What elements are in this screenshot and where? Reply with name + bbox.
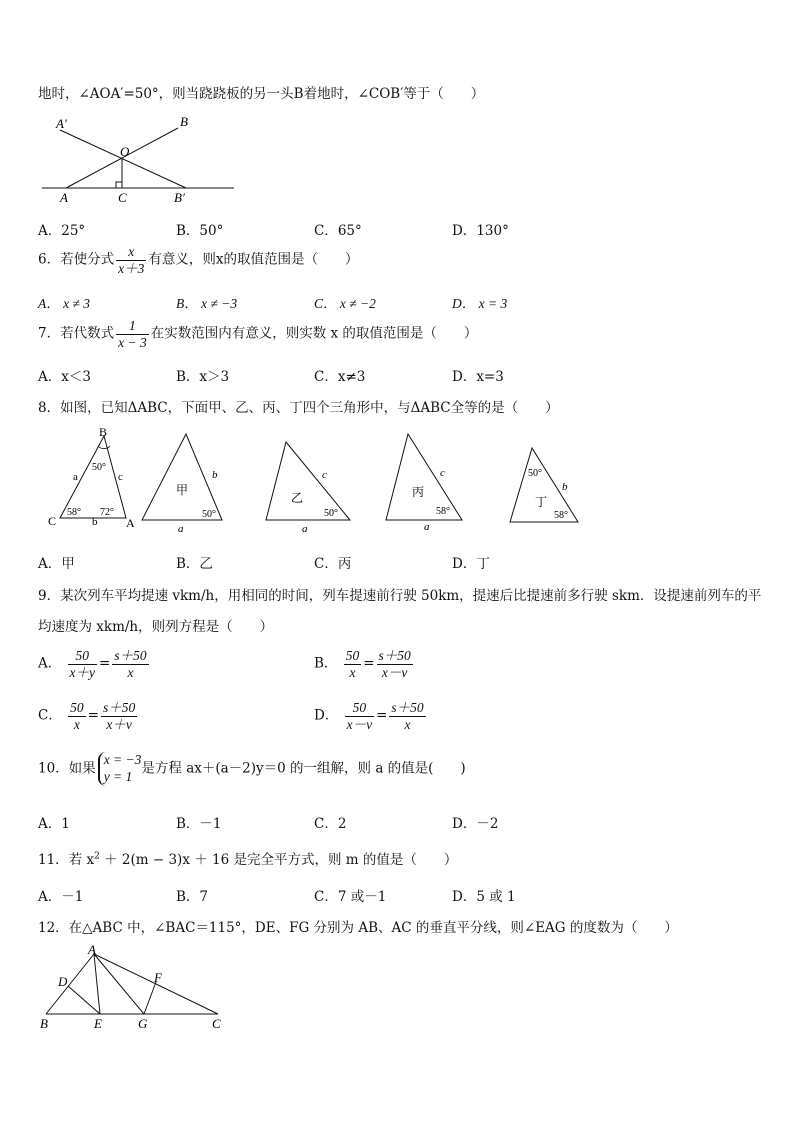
- q9-b-left: [344, 648, 362, 680]
- q5-option-b: B．50°: [176, 223, 224, 239]
- q10-option-a: A．1: [38, 816, 70, 832]
- q11-option-c: C．7 或－1: [314, 889, 387, 905]
- q10-option-d: D．－2: [452, 816, 499, 832]
- q9-d-right: [389, 700, 425, 732]
- q9-c-rden: x＋v: [101, 716, 137, 733]
- q7-stem: [38, 318, 477, 350]
- bing-angle: 58°: [436, 506, 450, 517]
- jia-a: a: [178, 523, 184, 535]
- q9-c-rnum: s＋50: [102, 700, 136, 715]
- q7-frac-den: x − 3: [118, 334, 147, 350]
- q9-a-rnum: s＋50: [114, 648, 147, 663]
- q5-stem: 地时，∠AOA′=50°，则当跷跷板的另一头B着地时，∠COB′等于（ ）: [38, 86, 485, 102]
- q11-option-d: D．5 或 1: [452, 889, 516, 905]
- q10-option-b: B．－1: [176, 816, 222, 832]
- main-label-B: B: [99, 426, 108, 439]
- q12-label-D: D: [58, 974, 68, 989]
- main-label-50: 50°: [92, 462, 106, 473]
- q10-eq2: y = 1: [103, 768, 133, 784]
- q12-label-B: B: [40, 1016, 48, 1031]
- main-label-58: 58°: [67, 507, 81, 518]
- bing-c: c: [440, 467, 445, 479]
- ding-angle-50: 50°: [528, 468, 542, 479]
- bing-a: a: [424, 521, 430, 533]
- yi-a: a: [302, 523, 308, 535]
- q8-stem: 8．如图，已知ΔABC，下面甲、乙、丙、丁四个三角形中，与ΔABC全等的是（ ）: [38, 400, 559, 416]
- q7-frac-num: 1: [129, 318, 136, 333]
- label-A: A: [60, 190, 68, 205]
- ding-name: 丁: [535, 495, 548, 509]
- q11-stem-b: ＋ 2(m − 3)x ＋ 16 是完全平方式，则 m 的值是（ ）: [99, 852, 458, 868]
- bing-name: 丙: [412, 485, 425, 499]
- q8-option-a: A．甲: [38, 556, 75, 572]
- label-B: B: [180, 114, 188, 129]
- q10-stem: [38, 752, 466, 786]
- q6-fraction: [116, 244, 146, 276]
- q9-a-right: [112, 648, 148, 680]
- q5-option-c: C．65°: [314, 223, 362, 239]
- main-label-b: b: [92, 516, 98, 528]
- ding-b: b: [562, 481, 568, 493]
- q9-line1: 9．某次列车平均提速 vkm/h，用相同的时间，列车提速前行驶 50km，提速后比提速前多行驶 skm．设提速前列车的平: [38, 588, 762, 604]
- q12-figure: [38, 944, 238, 1034]
- q9-a-lnum: 50: [75, 648, 90, 663]
- q9-a-lden: x＋y: [69, 664, 96, 680]
- q12-label-C: C: [212, 1016, 221, 1031]
- q9-d-lden: x－v: [346, 716, 373, 732]
- q7-option-b: B．x＞3: [176, 369, 230, 385]
- q10-suffix: 是方程 ax＋(a－2)y＝0 的一组解，则 a 的值是( ): [141, 760, 466, 777]
- q9-option-a: A． $\frac{50}{x+y}$ = $\frac{s+50}{x}$: [38, 648, 147, 680]
- q9-option-c: C． $\frac{50}{x}$ = $\frac{s+50}{x+v}$: [38, 700, 136, 732]
- label-A-prime: A′: [56, 116, 67, 131]
- q9-a-left: [68, 648, 97, 680]
- main-label-A: A: [126, 516, 135, 530]
- jia-b: b: [212, 469, 218, 481]
- q9-d-rnum: s＋50: [391, 700, 424, 715]
- q9-d-rden: x: [389, 716, 425, 733]
- q9-b-label: B．: [314, 655, 338, 672]
- q9-c-left: [68, 700, 86, 732]
- yi-angle: 50°: [324, 508, 338, 519]
- q7-option-d: D．x=3: [452, 369, 504, 385]
- q7-prefix: 7．若代数式: [38, 325, 115, 342]
- q10-system: [98, 752, 142, 786]
- q12-stem: 12．在△ABC 中，∠BAC＝115°，DE、FG 分别为 AB、AC 的垂直平分线，则∠EAG 的度数为（ ）: [38, 920, 678, 936]
- q9-c-right: [101, 700, 137, 732]
- q12-label-E: E: [94, 1016, 102, 1031]
- q12-label-G: G: [138, 1016, 148, 1031]
- q6-frac-num: x: [128, 244, 135, 259]
- jia-angle: 50°: [202, 509, 216, 520]
- q9-a-label: A．: [38, 655, 62, 672]
- label-C: C: [118, 190, 127, 205]
- q11-option-b: B．7: [176, 889, 209, 905]
- q9-c-label: C．: [38, 707, 62, 724]
- q7-option-a: A．x＜3: [38, 369, 91, 385]
- ding-angle-58: 58°: [554, 510, 568, 521]
- main-label-a: a: [73, 471, 78, 483]
- yi-name: 乙: [291, 491, 304, 505]
- q9-option-d: D． $\frac{50}{x-v}$ = $\frac{s+50}{x}$: [314, 700, 424, 732]
- q5-option-d: D．130°: [452, 223, 509, 239]
- q10-eq1: x = −3: [103, 752, 142, 767]
- label-O: O: [120, 144, 130, 159]
- q11-stem-a: 11．若 x: [38, 852, 95, 868]
- q8-figures: [38, 426, 598, 536]
- q5-option-a: A．25°: [38, 223, 86, 239]
- q9-option-b: B． $\frac{50}{x}$ = $\frac{s+50}{x-v}$: [314, 648, 411, 680]
- q6-stem: [38, 244, 358, 276]
- main-label-72: 72°: [100, 507, 114, 518]
- q7-suffix: 在实数范围内有意义，则实数 x 的取值范围是（ ）: [150, 325, 478, 342]
- q6-option-c: C． x ≠ −2: [314, 296, 376, 311]
- jia-name: 甲: [176, 483, 189, 497]
- q9-c-lden: x: [68, 716, 86, 733]
- q9-a-rden: x: [112, 664, 148, 681]
- q11-sup: 2: [94, 851, 100, 862]
- q6-suffix: 有意义，则x的取值范围是（ ）: [148, 251, 359, 268]
- q9-line2: 均速度为 xkm/h，则列方程是（ ）: [38, 619, 274, 635]
- q8-option-d: D．丁: [452, 556, 490, 572]
- q5-figure: [38, 112, 238, 208]
- q9-b-rnum: s＋50: [378, 648, 411, 663]
- main-label-c: c: [118, 471, 123, 483]
- q8-option-b: B．乙: [176, 556, 213, 572]
- label-B-prime: B′: [174, 190, 185, 205]
- q9-d-lnum: 50: [352, 700, 367, 715]
- q12-label-F: F: [154, 970, 162, 985]
- q8-option-c: C．丙: [314, 556, 352, 572]
- q9-b-lden: x: [344, 664, 362, 681]
- q9-d-label: D．: [314, 707, 339, 724]
- q6-option-d: D． x = 3: [452, 296, 508, 311]
- q6-prefix: 6．若使分式: [38, 251, 115, 268]
- q7-fraction: [116, 318, 149, 350]
- q6-frac-den: x＋3: [118, 260, 145, 276]
- q10-option-c: C．2: [314, 816, 347, 832]
- q9-b-lnum: 50: [345, 648, 360, 663]
- q10-prefix: 10．如果: [38, 760, 96, 777]
- main-label-C: C: [48, 514, 57, 528]
- q12-label-A: A: [88, 944, 96, 957]
- q11-option-a: A．－1: [38, 889, 84, 905]
- q6-option-a: A． x ≠ 3: [38, 296, 91, 311]
- q9-c-lnum: 50: [70, 700, 84, 715]
- q11-stem: [38, 848, 457, 868]
- q9-b-rden: x－v: [377, 664, 413, 681]
- yi-c: c: [322, 469, 327, 481]
- q7-option-c: C．x≠3: [314, 369, 366, 385]
- q9-d-left: [345, 700, 374, 732]
- q9-b-right: [377, 648, 413, 680]
- q6-option-b: B． x ≠ −3: [176, 296, 238, 311]
